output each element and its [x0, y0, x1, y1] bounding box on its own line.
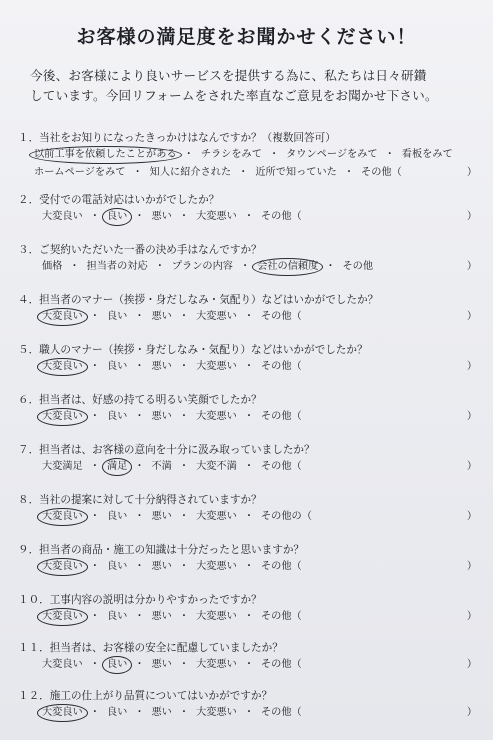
answer-option-selected: 大変良い — [40, 308, 85, 326]
question-6 — [18, 392, 483, 426]
question-text: ９．担当者の商品・施工の知識は十分だったと思いますか？ — [18, 544, 305, 556]
answer-row — [18, 656, 483, 674]
answer-option-selected: 良い — [105, 656, 129, 674]
answer-row — [18, 608, 483, 626]
separator-dot: ・ — [243, 461, 254, 472]
answer-option: その他（ — [261, 611, 302, 622]
closing-paren: ） — [466, 659, 477, 670]
separator-dot: ・ — [134, 411, 145, 422]
answer-row — [18, 308, 483, 326]
separator-dot: ・ — [134, 211, 145, 222]
question-9 — [18, 542, 483, 576]
answer-row — [18, 558, 483, 576]
question-1 — [18, 130, 483, 182]
answer-option-selected: 大変良い — [40, 558, 85, 576]
answer-option: 大変悪い — [196, 311, 237, 322]
separator-dot: ・ — [178, 411, 190, 422]
answer-option: 大変悪い — [196, 211, 237, 222]
answer-option: プランの内容 — [171, 261, 233, 272]
separator-dot: ・ — [240, 261, 251, 272]
closing-paren: ） — [466, 411, 477, 422]
answer-option: 良い — [106, 411, 128, 422]
separator-dot: ・ — [134, 659, 145, 670]
separator-dot: ・ — [134, 361, 145, 372]
question-text: １０．工事内容の説明は分かりやすかったですか？ — [18, 594, 262, 606]
answer-option: 大変良い — [42, 211, 83, 222]
answer-option: 大変悪い — [196, 561, 237, 572]
answer-option: 悪い — [151, 659, 172, 670]
question-11 — [18, 640, 483, 674]
separator-dot: ・ — [243, 211, 254, 222]
question-text: ５．職人のマナー（挨拶・身だしなみ・気配り）などはいかがでしたか？ — [18, 344, 368, 356]
question-10 — [18, 592, 483, 626]
separator-dot: ・ — [384, 149, 395, 160]
answer-option: 大変悪い — [196, 707, 237, 718]
question-12 — [18, 688, 483, 722]
answer-option: 近所で知っていた — [255, 167, 337, 178]
answer-option: その他（ — [261, 461, 302, 472]
closing-paren: ） — [466, 461, 477, 472]
separator-dot: ・ — [154, 261, 165, 272]
question-5 — [18, 342, 483, 376]
intro-line-2: しています。今回リフォームをされた率直なご意見をお聞かせ下さい。 — [30, 88, 438, 103]
closing-paren: ） — [466, 261, 477, 272]
survey-title: お客様の満足度をお聞かせください！ — [76, 26, 417, 48]
closing-paren: ） — [466, 611, 477, 622]
answer-option: その他（ — [261, 659, 302, 670]
separator-dot: ・ — [268, 149, 280, 160]
separator-dot: ・ — [134, 461, 145, 472]
question-text: ３．ご契約いただいた一番の決め手はなんですか？ — [18, 244, 262, 256]
answer-row — [18, 408, 483, 426]
separator-dot: ・ — [243, 511, 254, 522]
question-8 — [18, 492, 483, 526]
closing-paren: ） — [466, 511, 477, 522]
question-text: ７．担当者は、お客様の意向を十分に汲み取っていましたか？ — [18, 444, 315, 456]
separator-dot: ・ — [69, 261, 80, 272]
separator-dot: ・ — [89, 561, 100, 572]
answer-option: 悪い — [151, 561, 172, 572]
answer-option-selected: 大変良い — [40, 408, 85, 426]
separator-dot: ・ — [178, 611, 190, 622]
separator-dot: ・ — [243, 611, 254, 622]
answer-option: 大変悪い — [196, 659, 237, 670]
separator-dot: ・ — [325, 261, 336, 272]
separator-dot: ・ — [178, 561, 190, 572]
answer-row — [18, 208, 483, 226]
separator-dot: ・ — [89, 659, 100, 670]
separator-dot: ・ — [89, 707, 100, 718]
separator-dot: ・ — [183, 149, 194, 160]
answer-option: その他（ — [361, 167, 402, 178]
question-2 — [18, 192, 483, 226]
answer-option: 担当者の対応 — [86, 261, 148, 272]
answer-row — [18, 146, 483, 164]
separator-dot: ・ — [243, 411, 254, 422]
answer-option: 良い — [106, 361, 128, 372]
separator-dot: ・ — [134, 561, 145, 572]
answer-option: 悪い — [151, 211, 172, 222]
separator-dot: ・ — [89, 461, 100, 472]
answer-option-selected: 以前工事を依頼したことがある — [32, 146, 179, 164]
answer-option: 悪い — [151, 311, 172, 322]
separator-dot: ・ — [132, 167, 143, 178]
separator-dot: ・ — [134, 511, 145, 522]
answer-option: その他 — [342, 261, 374, 272]
answer-option: その他（ — [261, 211, 302, 222]
answer-option: 良い — [106, 311, 128, 322]
separator-dot: ・ — [89, 511, 100, 522]
answer-option-selected: 大変良い — [40, 508, 85, 526]
question-text: １１．担当者は、お客様の安全に配慮していましたか？ — [18, 642, 283, 654]
separator-dot: ・ — [243, 707, 254, 718]
question-text: ６．担当者は、好感の持てる明るい笑顔でしたか？ — [18, 394, 262, 406]
question-text: １．当社をお知りになったきっかけはなんですか？（複数回答可） — [18, 132, 336, 144]
answer-option: 悪い — [151, 611, 172, 622]
answer-row — [18, 164, 483, 182]
closing-paren: ） — [466, 707, 477, 718]
answer-option: その他（ — [261, 311, 302, 322]
question-text: ４．担当者のマナー（挨拶・身だしなみ・気配り）などはいかがでしたか？ — [18, 294, 379, 306]
answer-option: 知人に紹介された — [149, 167, 232, 178]
answer-option-selected: 大変良い — [40, 704, 85, 722]
separator-dot: ・ — [243, 361, 254, 372]
answer-option-selected: 会社の信頼度 — [255, 258, 320, 276]
separator-dot: ・ — [134, 707, 145, 718]
answer-row — [18, 508, 483, 526]
answer-option: 良い — [106, 611, 128, 622]
answer-option: その他（ — [261, 411, 302, 422]
separator-dot: ・ — [178, 659, 190, 670]
answer-option: 良い — [106, 707, 128, 718]
separator-dot: ・ — [89, 411, 100, 422]
answer-option: 大変悪い — [196, 511, 237, 522]
answer-option: ホームページをみて — [34, 167, 126, 178]
separator-dot: ・ — [238, 167, 249, 178]
separator-dot: ・ — [178, 311, 190, 322]
question-text: １２．施工の仕上がり品質についてはいかがですか？ — [18, 690, 273, 702]
answer-row — [18, 458, 483, 476]
answer-option-selected: 満足 — [105, 458, 129, 476]
separator-dot: ・ — [134, 311, 145, 322]
answer-option: その他（ — [261, 361, 302, 372]
separator-dot: ・ — [243, 659, 254, 670]
answer-option: その他（ — [261, 707, 302, 718]
separator-dot: ・ — [243, 311, 254, 322]
separator-dot: ・ — [343, 167, 355, 178]
answer-option: 大変不満 — [196, 461, 237, 472]
answer-option: 大変満足 — [42, 461, 83, 472]
answer-option: 悪い — [151, 361, 172, 372]
separator-dot: ・ — [134, 611, 145, 622]
separator-dot: ・ — [89, 311, 100, 322]
separator-dot: ・ — [178, 211, 190, 222]
answer-option-selected: 大変良い — [40, 358, 85, 376]
answer-row — [18, 704, 483, 722]
closing-paren: ） — [466, 311, 477, 322]
answer-option: その他の（ — [261, 511, 312, 522]
answer-option: 良い — [106, 561, 128, 572]
separator-dot: ・ — [178, 511, 190, 522]
answer-option: チラシをみて — [200, 149, 262, 160]
question-4 — [18, 292, 483, 326]
closing-paren: ） — [466, 561, 477, 572]
answer-option: 価格 — [42, 261, 63, 272]
separator-dot: ・ — [178, 361, 190, 372]
separator-dot: ・ — [89, 361, 100, 372]
answer-option: 悪い — [151, 707, 172, 718]
intro-line-1: 今後、お客様により良いサービスを提供する為に、私たちは日々研鑽 — [30, 68, 427, 83]
question-7 — [18, 442, 483, 476]
answer-option: その他（ — [261, 561, 302, 572]
closing-paren: ） — [466, 361, 477, 372]
answer-option: 大変悪い — [196, 411, 237, 422]
closing-paren: ） — [466, 167, 477, 178]
answer-option: 大変良い — [42, 659, 83, 670]
question-text: ８．当社の提案に対して十分納得されていますか？ — [18, 494, 262, 506]
separator-dot: ・ — [178, 461, 190, 472]
answer-option: 大変悪い — [196, 611, 237, 622]
answer-option: 不満 — [151, 461, 172, 472]
answer-option: 大変悪い — [196, 361, 237, 372]
answer-row — [18, 258, 483, 276]
answer-row — [18, 358, 483, 376]
separator-dot: ・ — [89, 611, 100, 622]
closing-paren: ） — [466, 211, 477, 222]
question-text: ２．受付での電話対応はいかがでしたか？ — [18, 194, 220, 206]
answer-option-selected: 大変良い — [40, 608, 85, 626]
answer-option: 良い — [106, 511, 128, 522]
answer-option: タウンページをみて — [286, 149, 378, 160]
answer-option-selected: 良い — [105, 208, 129, 226]
separator-dot: ・ — [178, 707, 190, 718]
answer-option: 悪い — [151, 411, 172, 422]
question-3 — [18, 242, 483, 276]
intro-text — [30, 66, 475, 106]
answer-option: 看板をみて — [401, 149, 453, 160]
separator-dot: ・ — [243, 561, 254, 572]
answer-option: 悪い — [151, 511, 172, 522]
separator-dot: ・ — [89, 211, 100, 222]
